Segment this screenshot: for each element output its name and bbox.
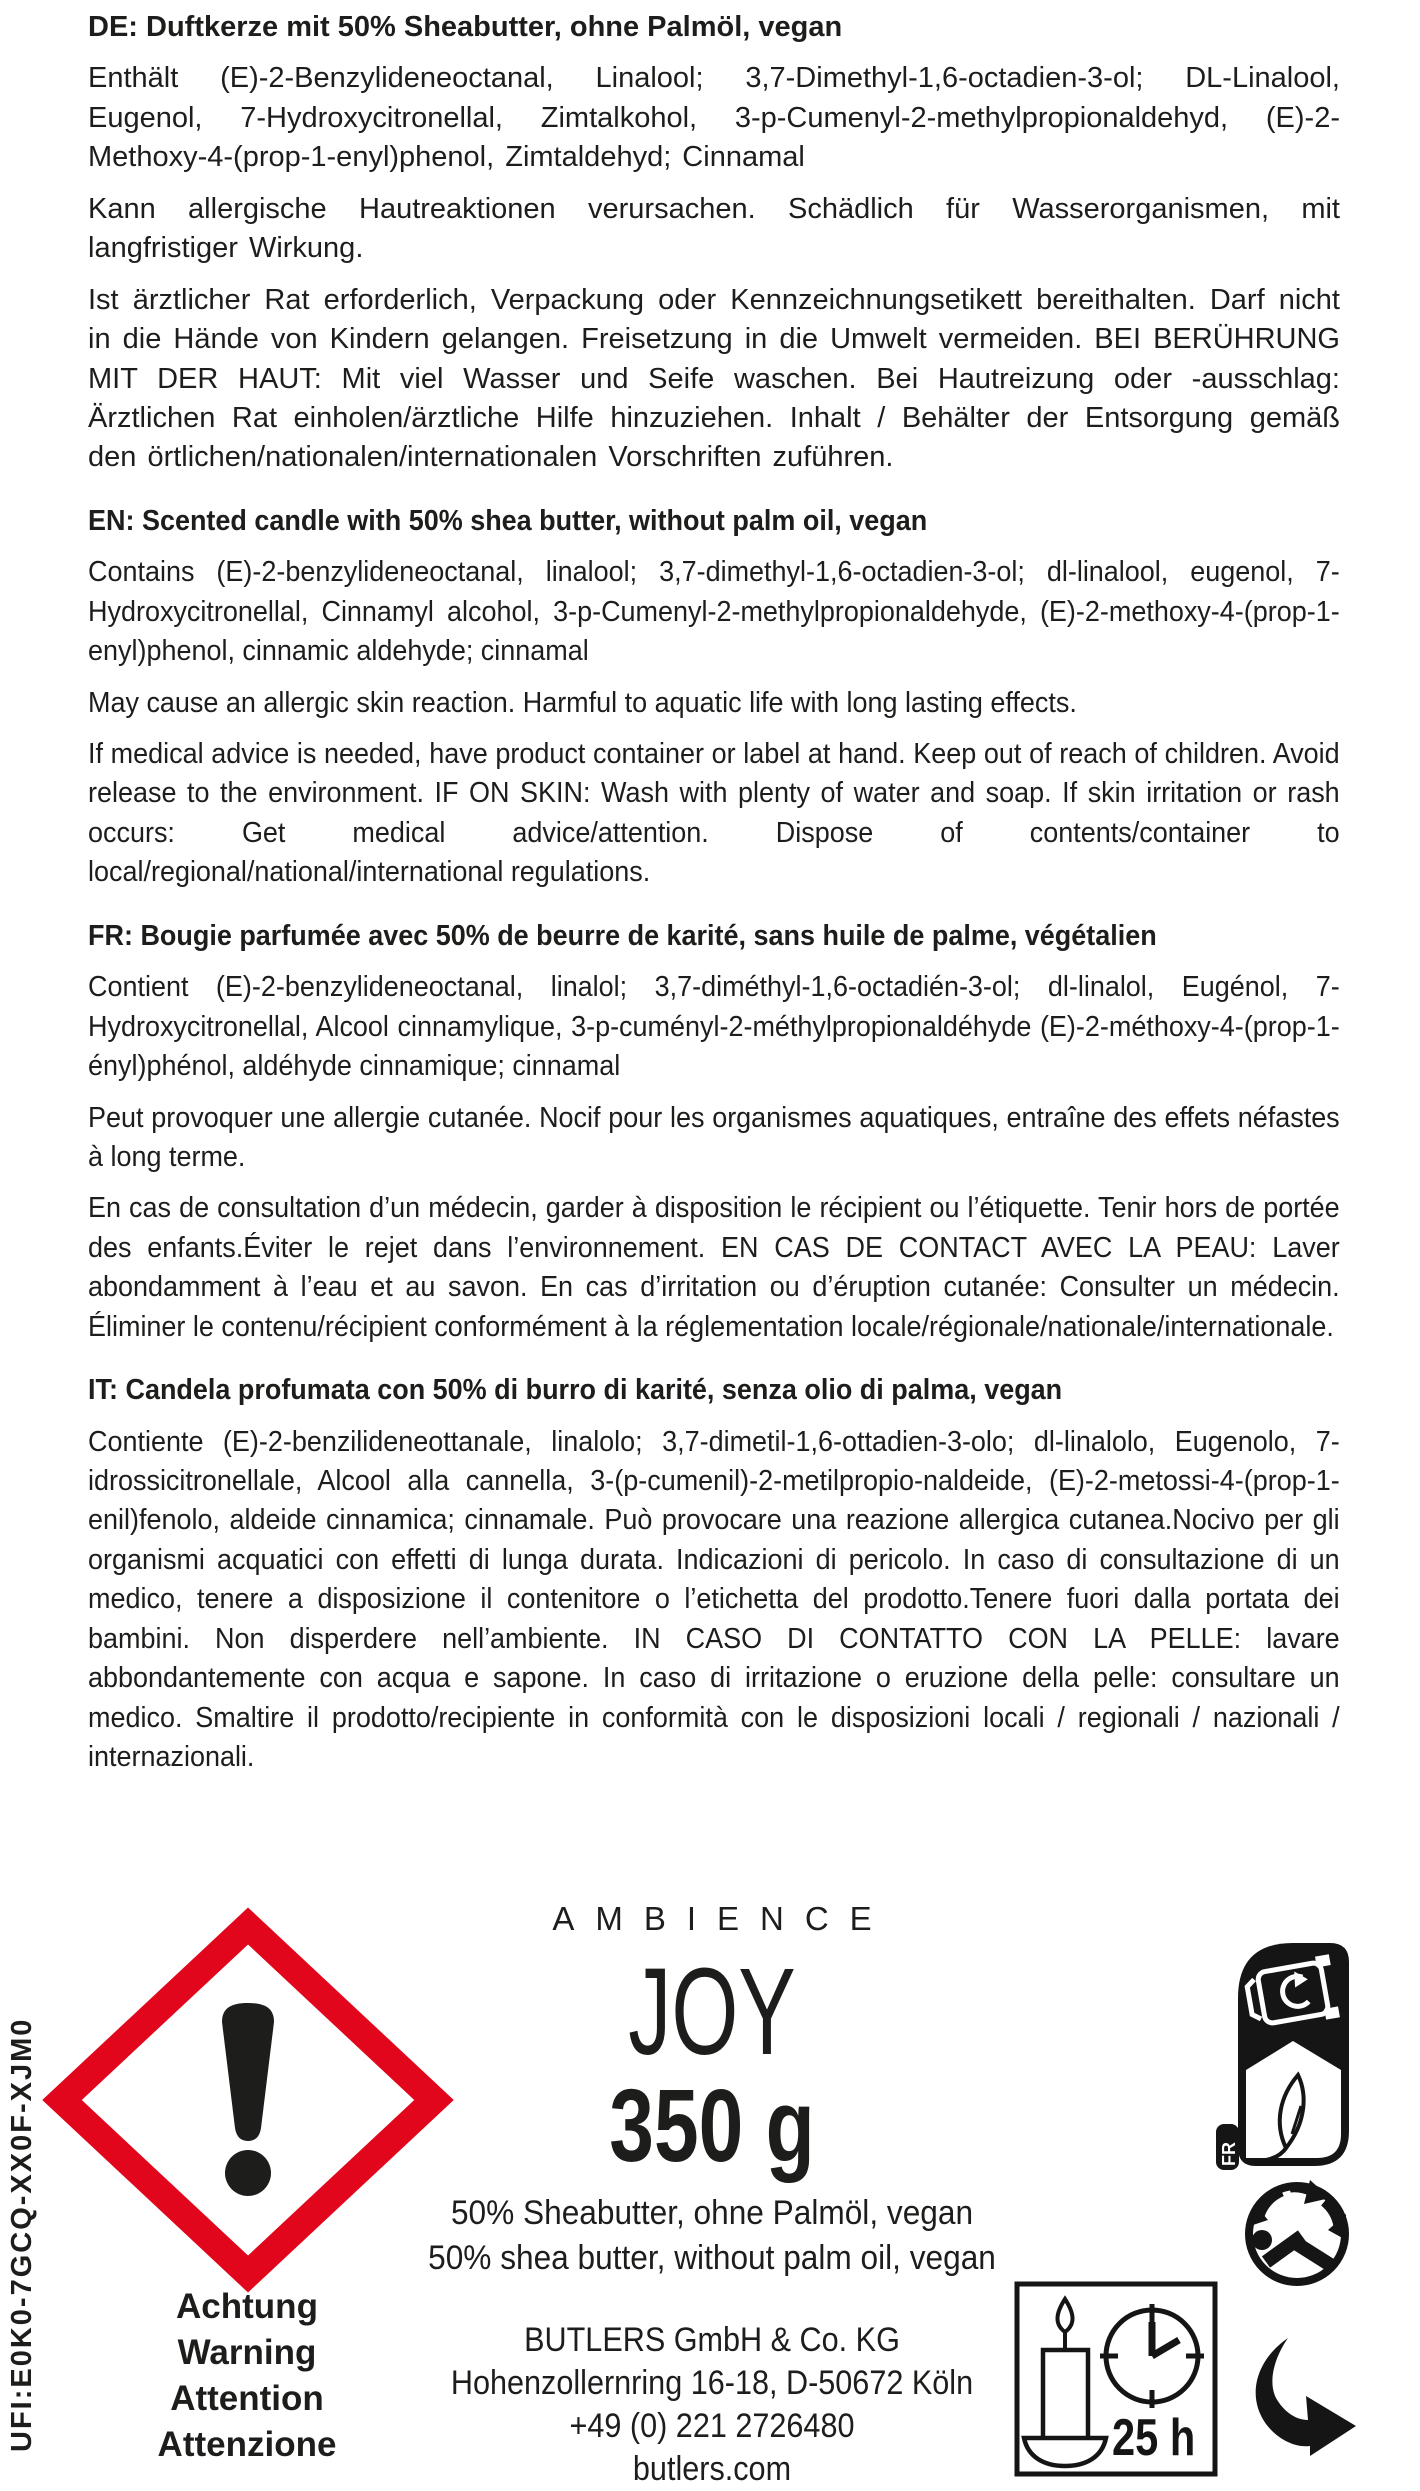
signal-word-en: Warning bbox=[177, 2333, 317, 2372]
section-it bbox=[88, 1371, 1340, 1777]
section-en-header: EN: Scented candle with 50% shea butter, without palm oil, vegan bbox=[88, 504, 928, 537]
section-it-header: IT: Candela profumata con 50% di burro di karité, senza olio di palma, vegan bbox=[88, 1374, 1063, 1407]
manufacturer-address: Hohenzollernring 16-18, D-50672 Köln bbox=[450, 2364, 974, 2402]
de-hazard-statements: Kann allergische Hautreaktionen verursachen. Schädlich für Wasserorganismen, mit langfristiger Wirkung. bbox=[88, 192, 1340, 265]
signal-word-fr: Attention bbox=[170, 2379, 324, 2418]
signal-word-it: Attenzione bbox=[157, 2425, 337, 2464]
section-en bbox=[88, 502, 1340, 893]
ufi-code: UFI:E0K0-7GCQ-XX0F-XJM0 bbox=[6, 2017, 38, 2452]
product-name: JOY bbox=[628, 1944, 796, 2081]
section-de-header: DE: Duftkerze mit 50% Sheabutter, ohne Palmöl, vegan bbox=[88, 11, 843, 43]
net-weight: 350 g bbox=[609, 2068, 815, 2183]
en-ingredients: Contains (E)-2-benzylideneoctanal, linalool; 3,7-dimethyl-1,6-octadien-3-ol; dl-linalool, eugenol, 7-Hydroxycitronellal, Cinnamyl alcohol, 3-p-Cumenyl-2-methylpropionaldehyde, (E)-2-methoxy-4-(prop-1-enyl)phenol, cinnamic aldehyde; cinnamal bbox=[88, 556, 1340, 668]
brand-line: AMBIENCE bbox=[552, 1900, 893, 1937]
lang-code-fr: FR: bbox=[88, 919, 133, 952]
signal-word-de: Achtung bbox=[176, 2287, 318, 2326]
fr-precaution-statements: En cas de consultation d’un médecin, garder à disposition le récipient ou l’étiquette. Tenir hors de portée des enfants.Éviter le rejet dans l’environnement. EN CAS DE CONTACT AVEC LA PEAU: Laver abondamment à l’eau et au savon. En cas d’irritation ou d’éruption cutanée: Consulter un médecin. Éliminer le contenu/récipient conformément à la réglementation locale/régionale/nationale/internationale. bbox=[88, 1192, 1340, 1343]
label-text-column bbox=[88, 8, 1340, 1778]
it-full-text: Contiente (E)-2-benzilideneottanale, linalolo; 3,7-dimetil-1,6-ottadien-3-olo; dl-linalolo, Eugenolo, 7-idrossicitronellale, Alcool alla cannella, 3-(p-cumenil)-2-metilpropio-naldeide, (E)-2-metossi-4-(prop-1-enil)fenolo, aldeide cinnamica; cinnamale. Può provocare una reazione allergica cutanea.Nocivo per gli organismi acquatici con effetti di lunga durata. Indicazioni di pericolo. In caso di consultazione di un medico, tenere a disposizione il contenitore o l’etichetta del prodotto.Tenere fuori dalla portata dei bambini. Non disperdere nell’ambiente. IN CASO DI CONTATTO CON LA PELLE: lavare abbondantemente con acqua e sapone. In caso di irritazione o eruzione della pelle: consultare un medico. Smaltire il prodotto/recipiente in conformità con le disposizioni locali / regionali / nazionali / internazionali. bbox=[88, 1425, 1340, 1774]
sorting-country-label: FR bbox=[1219, 2142, 1239, 2166]
fr-hazard-statements: Peut provoquer une allergie cutanée. Nocif pour les organismes aquatiques, entraîne des effets néfastes à long terme. bbox=[88, 1101, 1340, 1173]
product-claims bbox=[403, 2191, 1021, 2281]
manufacturer-name: BUTLERS GmbH & Co. KG bbox=[524, 2321, 900, 2359]
lang-code-it: IT: bbox=[88, 1374, 118, 1407]
section-fr-header: FR: Bougie parfumée avec 50% de beurre de karité, sans huile de palme, végétalien bbox=[88, 919, 1157, 952]
claim-de: 50% Sheabutter, ohne Palmöl, vegan bbox=[450, 2194, 974, 2232]
fr-info-tri-sorting-icon bbox=[1208, 1938, 1358, 2174]
branding-column bbox=[380, 1899, 1044, 2491]
de-precaution-statements: Ist ärztlicher Rat erforderlich, Verpackung oder Kennzeichnungsetikett bereithalten. Darf nicht in die Hände von Kindern gelangen. Freisetzung in die Umwelt vermeiden. BEI BERÜHRUNG MIT DER HAUT: Mit viel Wasser und Seife waschen. Bei Hautreizung oder -ausschlag: Ärztlichen Rat einholen/ärztliche Hilfe hinzuziehen. Inhalt / Behälter der Entsorgung gemäß den örtlichen/nationalen/internationalen Vorschriften zuführen. bbox=[88, 283, 1340, 474]
en-precaution-statements: If medical advice is needed, have product container or label at hand. Keep out of reach of children. Avoid release to the environment. IF ON SKIN: Wash with plenty of water and soap. If skin irritation or rash occurs: Get medical advice/attention. Dispose of contents/container to local/regional/national/international regulations. bbox=[88, 738, 1340, 889]
turn-over-arrow-icon bbox=[1240, 2336, 1358, 2461]
section-fr bbox=[88, 917, 1340, 1347]
en-hazard-statements: May cause an allergic skin reaction. Harmful to aquatic life with long lasting effects. bbox=[88, 686, 1077, 719]
claim-en: 50% shea butter, without palm oil, vegan bbox=[428, 2239, 996, 2277]
de-ingredients: Enthält (E)-2-Benzylideneoctanal, Linalool; 3,7-Dimethyl-1,6-octadien-3-ol; DL-Linalool, Eugenol, 7-Hydroxycitronellal, Zimtalkohol, 3-p-Cumenyl-2-methylpropionaldehyd, (E)-2-Methoxy-4-(prop-1-enyl)phenol, Zimtaldehyd; Cinnamal bbox=[88, 62, 1340, 174]
fr-ingredients: Contient (E)-2-benzylideneoctanal, linalol; 3,7-diméthyl-1,6-octadién-3-ol; dl-linalol, Eugénol, 7-Hydroxycitronellal, Alcool cinnamylique, 3-p-cuményl-2-méthylpropionaldéhyde (E)-2-méthoxy-4-(prop-1-ényl)phénol, aldéhyde cinnamique; cinnamal bbox=[88, 971, 1340, 1083]
lang-code-de: DE: bbox=[88, 11, 138, 43]
burn-time-label: 25 h bbox=[1112, 2407, 1196, 2467]
manufacturer-website: butlers.com bbox=[632, 2450, 792, 2488]
manufacturer-phone: +49 (0) 221 2726480 bbox=[569, 2407, 855, 2445]
manufacturer-block bbox=[413, 2319, 1011, 2491]
lang-code-en: EN: bbox=[88, 504, 135, 537]
section-de bbox=[88, 8, 1340, 478]
burn-time-icon bbox=[1012, 2279, 1218, 2467]
triman-recycling-icon bbox=[1238, 2178, 1356, 2290]
signal-words bbox=[97, 2284, 397, 2468]
